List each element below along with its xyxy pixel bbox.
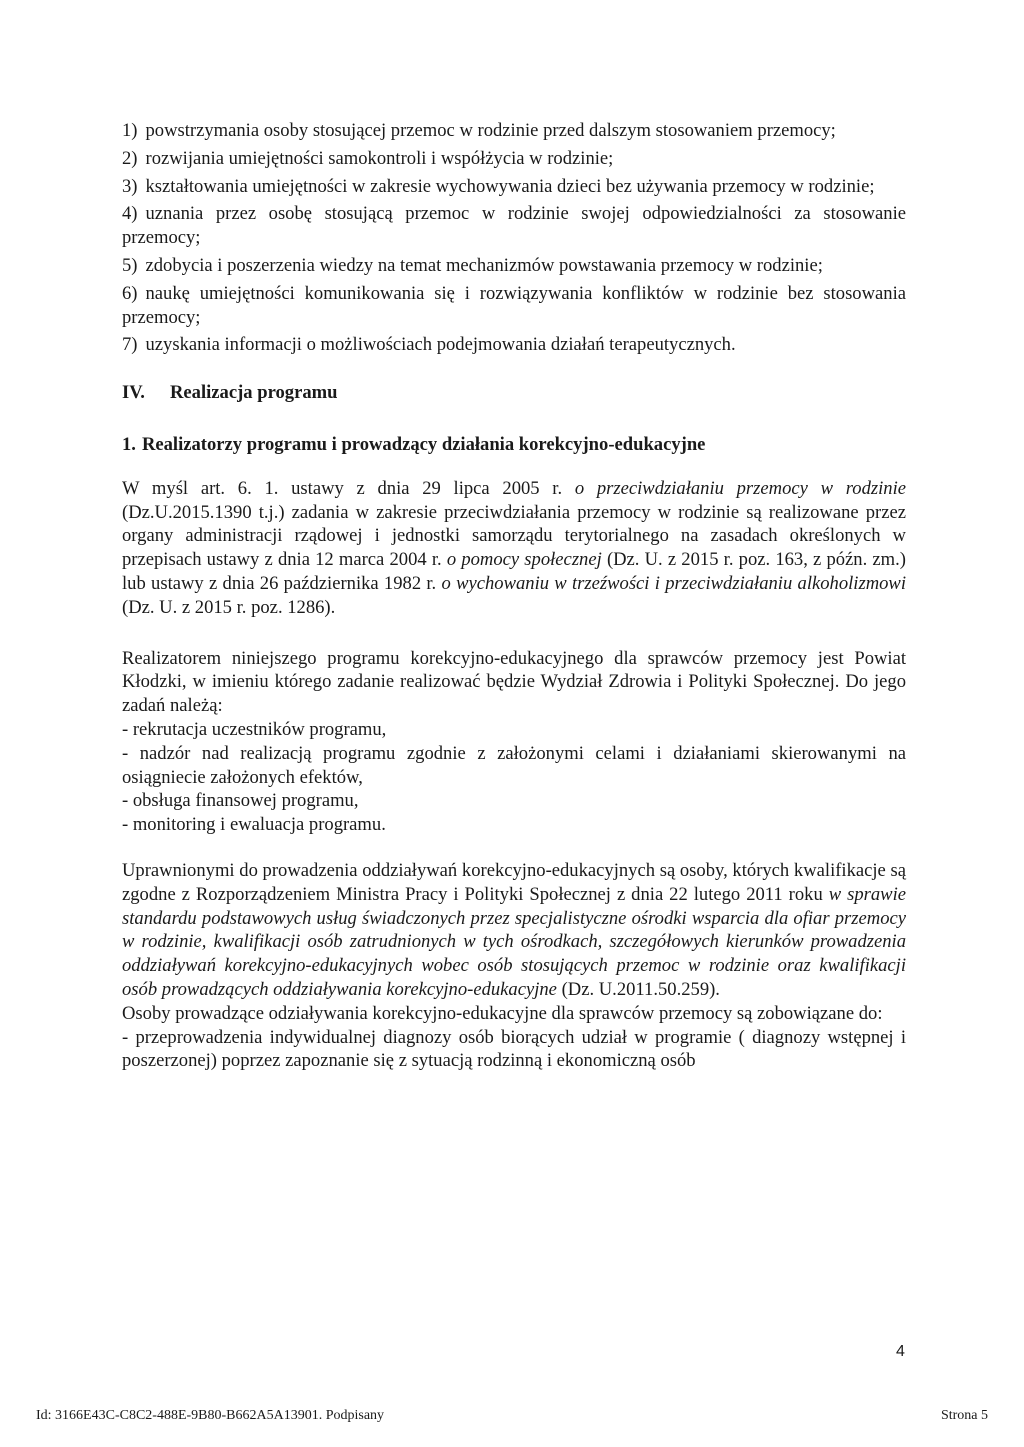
footer-page-label: Strona 5	[940, 1408, 988, 1423]
regulation-title: w sprawie standardu podstawowych usług świadczonych przez specjalistyczne ośrodki wsparcia dla ofiar przemocy w rodzinie, kwalifikacji osób zatrudnionych w tych ośrodkach, szczegółowych kierunków prowadzenia oddziaływań korekcyjno-edukacyjnych wobec osób stosujących przemoc w rodzinie oraz kwalifikacji osób prowadzących oddziaływania korekcyjno-edukacyjne	[122, 883, 906, 1000]
subsection-title: Realizatorzy programu i prowadzący działania korekcyjno-edukacyjne	[141, 433, 706, 455]
document-body	[122, 119, 906, 1078]
list-item-number: 3)	[122, 175, 138, 197]
paragraph-spacer	[122, 837, 906, 859]
list-item-number: 1)	[122, 120, 138, 141]
page-number: 4	[896, 1343, 905, 1360]
act-title: o wychowaniu w trzeźwości i przeciwdziałaniu alkoholizmowi	[441, 572, 906, 594]
section-heading	[122, 381, 906, 405]
list-item-number: 7)	[122, 334, 138, 356]
list-item-text: uzyskania informacji o możliwościach podejmowania działań terapeutycznych.	[145, 334, 736, 356]
list-item	[122, 175, 906, 199]
legal-basis-paragraph: W myśl art. 6. 1. ustawy z dnia 29 lipca 2005 r. o przeciwdziałaniu przemocy w rodzinie (Dz.U.2015.1390 t.j.) zadania w zakresie przeciwdziałania przemocy w rodzinie są realizowane przez organy administracji rządowej i jednostki samorządu terytorialnego na zasadach określonych w przepisach ustawy z dnia 12 marca 2004 r. o pomocy społecznej (Dz. U. z 2015 r. poz. 163, z późn. zm.) lub ustawy z dnia 26 października 1982 r. o wychowaniu w trzeźwości i przeciwdziałaniu alkoholizmowi (Dz. U. z 2015 r. poz. 1286).	[122, 477, 906, 618]
list-item	[122, 147, 906, 171]
list-item-text: zdobycia i poszerzenia wiedzy na temat mechanizmów powstawania przemocy w rodzinie;	[145, 254, 823, 276]
implementer-paragraph: Realizatorem niniejszego programu korekcyjno-edukacyjnego dla sprawców przemocy jest Powiat Kłodzki, w imieniu którego zadanie realizować będzie Wydział Zdrowia i Polityki Społecznej. Do jego zadań należą:	[122, 647, 906, 717]
subsection-number: 1.	[122, 433, 136, 455]
list-item	[122, 333, 906, 357]
list-item-number: 2)	[122, 147, 138, 169]
list-item: - monitoring i ewaluacja programu.	[122, 814, 386, 836]
act-title: o przeciwdziałaniu przemocy w rodzinie	[574, 477, 906, 499]
footer-document-id: Id: 3166E43C-C8C2-488E-9B80-B662A5A13901. Podpisany	[36, 1408, 385, 1423]
list-item-text: rozwijania umiejętności samokontroli i współżycia w rodzinie;	[145, 147, 614, 169]
list-item: - obsługa finansowej programu,	[122, 790, 359, 812]
list-item-number: 4)	[122, 203, 138, 225]
goals-list	[122, 119, 906, 357]
list-item-number: 6)	[122, 282, 138, 304]
list-item-text: uznania przez osobę stosującą przemoc w rodzinie swojej odpowiedzialności za stosowanie przemocy;	[122, 203, 906, 249]
list-item: - rekrutacja uczestników programu,	[122, 718, 387, 740]
diagnosis-paragraph: - przeprowadzenia indywidualnej diagnozy osób biorących udział w programie ( diagnozy wstępnej i poszerzonej) poprzez zapoznanie się z sytuacją rodzinną i ekonomiczną osób	[122, 1026, 906, 1072]
act-title: o pomocy społecznej	[446, 549, 602, 571]
list-item	[122, 282, 906, 330]
list-item	[122, 202, 906, 250]
paragraph-spacer	[122, 625, 906, 647]
qualifications-paragraph: Uprawnionymi do prowadzenia oddziaływań korekcyjno-edukacyjnych są osoby, których kwalifikacje są zgodne z Rozporządzeniem Ministra Pracy i Polityki Społecznej z dnia 22 lutego 2011 roku w sprawie standardu podstawowych usług świadczonych przez specjalistyczne ośrodki wsparcia dla ofiar przemocy w rodzinie, kwalifikacji osób zatrudnionych w tych ośrodkach, szczegółowych kierunków prowadzenia oddziaływań korekcyjno-edukacyjnych wobec osób stosujących przemoc w rodzinie oraz kwalifikacji osób prowadzących oddziaływania korekcyjno-edukacyjne (Dz. U.2011.50.259).	[122, 859, 906, 1000]
section-number: IV.	[122, 382, 145, 404]
obligations-paragraph: Osoby prowadzące odziaływania korekcyjno-edukacyjne dla sprawców przemocy są zobowiązane do:	[122, 1002, 883, 1024]
subsection-heading	[122, 433, 906, 457]
list-item-text: kształtowania umiejętności w zakresie wychowywania dzieci bez używania przemocy w rodzinie;	[145, 175, 875, 197]
list-item	[122, 254, 906, 278]
section-title: Realizacja programu	[170, 382, 338, 404]
list-item	[122, 119, 906, 143]
list-item-text: naukę umiejętności komunikowania się i rozwiązywania konfliktów w rodzinie bez stosowania przemocy;	[122, 282, 906, 328]
list-item-number: 5)	[122, 254, 138, 276]
list-item: - nadzór nad realizacją programu zgodnie z założonymi celami i działaniami skierowanymi na osiągniecie założonych efektów,	[122, 742, 906, 788]
list-item-text: powstrzymania osoby stosującej przemoc w rodzinie przed dalszym stosowaniem przemocy;	[145, 120, 836, 141]
tasks-list	[122, 718, 906, 837]
